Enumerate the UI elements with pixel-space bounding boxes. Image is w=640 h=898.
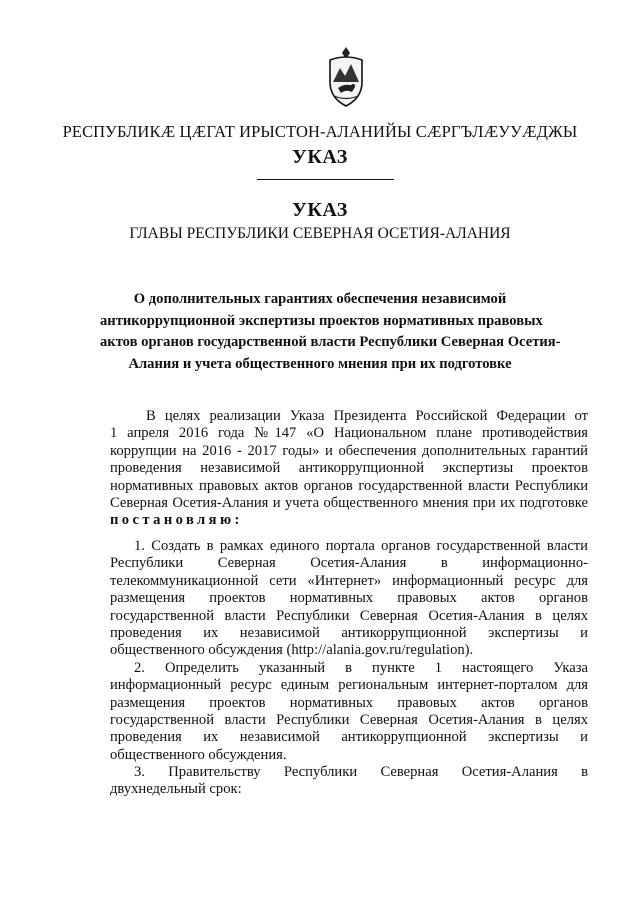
item-1-line: государственной власти Республики Северная Осетия-Алания в целях: [110, 607, 588, 624]
decree-title-ossetian: УКАЗ: [292, 146, 348, 168]
item-3-line: 3. Правительству Республики Северная Осетия-Алания в: [134, 764, 588, 781]
item-2-line: размещения проектов нормативных правовых актов органов: [110, 694, 588, 711]
subject-line: Алания и учета общественного мнения при их подготовке: [128, 355, 512, 372]
item-1-line: телекоммуникационной сети «Интернет» информационный ресурс для: [110, 572, 588, 589]
item-2-line: информационный ресурс единым региональным интернет-порталом для: [110, 677, 588, 694]
subject-line: О дополнительных гарантиях обеспечения независимой: [133, 291, 507, 307]
header-divider: [257, 179, 394, 180]
head-of-republic-title: ГЛАВЫ РЕСПУБЛИКИ СЕВЕРНАЯ ОСЕТИЯ-АЛАНИЯ: [129, 225, 511, 242]
preamble-paragraph: [110, 408, 588, 530]
item-2-line: 2. Определить указанный в пункте 1 настоящего Указа: [134, 659, 588, 676]
item-1-line: общественного обсуждения (http://alania.gov.ru/regulation).: [110, 642, 474, 659]
subject-line: актов органов государственной власти Республики Северная Осетия-: [100, 334, 561, 350]
decree-subject: [100, 289, 561, 375]
subject-line: антикоррупционной экспертизы проектов нормативных правовых: [100, 312, 543, 329]
preamble-line: В целях реализации Указа Президента Российской Федерации от: [146, 408, 588, 424]
item-2-line: общественного обсуждения.: [110, 746, 287, 763]
preamble-line: коррупции на 2016 - 2017 годы» и обеспечения дополнительных гарантий: [110, 442, 588, 459]
decree-title-russian: УКАЗ: [292, 199, 348, 221]
item-1-line: проведения их независимой антикоррупционной экспертизы и: [110, 624, 588, 641]
resolve-word: постановляю:: [110, 512, 243, 529]
item-2-line: государственной власти Республики Северная Осетия-Алания в целях: [110, 711, 588, 728]
item-1-line: Республики Северная Осетия-Алания в информационно-: [110, 555, 588, 572]
coat-of-arms-emblem-icon: [326, 46, 366, 108]
preamble-line: 1 апреля 2016 года №147 «О Национальном плане противодействия: [110, 425, 588, 442]
decree-items: [110, 538, 588, 799]
preamble-line: нормативных правовых актов органов государственной власти Республики: [110, 477, 588, 494]
republic-name-ossetian: РЕСПУБЛИКӔ ЦӔГАТ ИРЫСТОН-АЛАНИЙЫ СӔРГЪЛӔУУӔДЖЫ: [62, 122, 578, 141]
item-3-line: двухнедельный срок:: [110, 781, 242, 798]
item-2-line: проведения их независимой антикоррупционной экспертизы и: [110, 729, 588, 746]
preamble-line: проведения независимой антикоррупционной экспертизы проектов: [110, 460, 588, 477]
preamble-line: Северная Осетия-Алания и учета общественного мнения при их подготовке: [110, 494, 588, 511]
item-1-line: размещения проектов нормативных правовых актов органов: [110, 590, 588, 607]
item-1-line: 1. Создать в рамках единого портала органов государственной власти: [134, 538, 588, 554]
